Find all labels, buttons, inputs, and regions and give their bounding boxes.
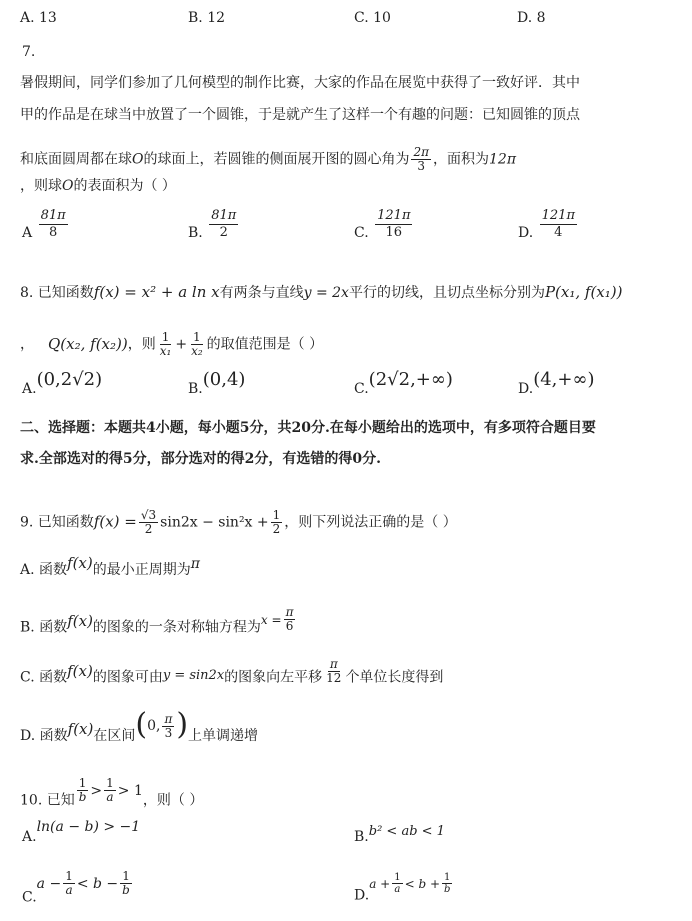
sphere-label: O [62,178,74,194]
fraction-numerator: 121π [541,208,575,223]
q10-text: 10. 已知 [20,792,75,809]
q8-option-b [188,369,246,398]
pi-over-12 [324,658,343,685]
q6-option-b: B. 12 [188,10,226,26]
q7-text: ，则球 [20,178,62,194]
option-label: C. [354,381,369,397]
q8-line-eq: y = 2x [303,285,349,301]
option-interval: (0,2√2) [36,369,103,390]
fraction-numerator: 1 [78,776,87,790]
option-label: D. [518,225,534,241]
option-inequality: b² < ab < 1 [368,824,445,839]
interval-left-paren: ( [135,707,148,742]
q7-number: 7. [22,44,36,60]
option-text: A. 函数 [20,562,68,578]
greater-than: > [90,782,103,799]
fraction-numerator: 1 [193,330,201,344]
point-p: P(x₁, f(x₁)) [544,283,623,301]
pi-over-6 [284,606,296,633]
sqrt3-over-2 [139,509,158,536]
fraction-denominator: a [106,790,114,804]
one-over-b [77,777,89,804]
fraction-denominator: 16 [385,225,403,240]
option-interval: (2√2,+∞) [368,369,453,390]
option-label: A. [22,829,37,845]
q9-option-b [20,605,297,641]
option-interval: (0,4) [202,369,246,390]
function-fx: f(x) [67,720,94,738]
fraction-numerator: 2π [413,145,430,159]
q9-option-c [20,657,444,691]
option-interval: (4,+∞) [533,369,595,390]
fraction-numerator: 81π [211,208,237,223]
fraction-numerator: 81π [40,208,66,223]
fraction-denominator: b [78,790,87,804]
one-over-a [104,777,116,804]
option-label: D. [518,381,534,397]
q6-option-d: D. 8 [517,10,546,26]
option-fraction [209,208,238,241]
section-2-line-1: 二、选择题：本题共4小题，每小题5分，共20分.在每小题给出的选项中，有多项符合题目要 [20,420,596,436]
q8-text: 的取值范围是（ ） [206,336,324,353]
option-label: A. [22,381,37,397]
fraction-denominator: 2 [144,522,153,536]
angle-fraction [411,146,431,173]
option-expression: < b + [404,876,441,891]
fraction-denominator: 6 [285,619,294,633]
fraction-1-x1 [158,331,174,358]
q7-option-c [354,208,414,241]
option-text: 的图象可由 [92,669,163,686]
q9-text: 9. 已知函数 [20,514,94,531]
fraction-denominator: 3 [417,159,426,173]
fraction-denominator: b [122,883,130,897]
pi-value: π [190,556,200,572]
point-q: Q(x₂, f(x₂)) [48,334,128,353]
fraction-numerator: √3 [140,508,157,522]
one-over-a [392,872,402,895]
q7-text: 的表面积为（ ） [73,178,176,194]
section-2-line-2: 求.全部选对的得5分，部分选对的得2分，有选错的得0分. [20,451,381,467]
fraction-denominator: x₁ [159,344,172,358]
q10-option-a [22,819,141,845]
fraction-1-x2 [189,331,205,358]
fraction-denominator: 2 [272,522,281,536]
interval-right-paren: ) [176,707,189,742]
option-label: C. [22,889,37,906]
fraction-denominator: 3 [164,725,173,740]
fraction-numerator: 1 [394,872,401,883]
fraction-denominator: a [394,884,401,895]
option-expression: a − [36,875,62,892]
option-text: C. 函数 [20,669,68,686]
q10-option-c [22,869,134,911]
pi-over-3 [162,713,174,740]
option-label: B. [354,829,369,845]
option-text: 上单调递增 [188,728,259,744]
function-fx: f(x) [67,611,93,630]
q10-text: ，则（ ） [142,792,204,809]
option-text: 的图象向左平移 [224,669,323,686]
plus-sign: + [175,336,188,353]
fraction-numerator: π [164,711,173,726]
option-expression: a + [369,876,391,891]
q10-option-d [354,872,454,907]
function-fx: f(x) [67,554,93,572]
axis-equation: x = [260,612,282,627]
option-label: D. [354,887,370,904]
q7-line-2: 甲的作品是在球当中放置了一个圆锥，于是就产生了这样一个有趣的问题：已知圆锥的顶点 [20,107,580,123]
fraction-denominator: 2 [219,225,228,240]
area-value: 12π [489,151,517,168]
q10-option-b [354,824,445,845]
fraction-numerator: 1 [122,869,130,883]
fraction-denominator: a [65,883,73,897]
q7-line-1: 暑假期间，同学们参加了几何模型的制作比赛，大家的作品在展览中获得了一致好评．其中 [20,75,580,91]
q8-text: 平行的切线，且切点坐标分别为 [348,285,545,301]
fraction-denominator: 8 [48,225,58,240]
q8-text: 8. 已知函数 [20,285,94,301]
greater-than-one: > 1 [117,782,143,799]
one-over-b [442,872,452,895]
option-expression: < b − [76,875,119,892]
q9-expression: sin2x − sin²x + [160,514,269,531]
option-text: D. 函数 [20,728,68,744]
q7-option-a [22,208,70,241]
q9-stem [20,509,457,536]
option-label: C. [354,225,369,241]
q8-line-1 [20,283,623,302]
q7-line-4 [20,177,176,195]
q7-text: ，面积为 [433,151,490,168]
q7-line-3 [20,146,516,173]
q6-option-a: A. 13 [20,10,57,26]
option-text: 在区间 [93,728,136,744]
one-over-b [120,870,132,897]
q9-option-d [20,707,259,750]
q8-text: ，则 [127,336,156,353]
q7-option-b [188,208,240,241]
fraction-denominator: 12 [326,671,342,685]
q7-text: 的球面上，若圆锥的侧面展开图的圆心角为 [143,151,410,168]
one-half [271,509,283,536]
fraction-numerator: π [285,605,294,619]
q8-line-2 [20,331,323,358]
q8-option-a [22,369,103,398]
option-fraction [39,208,68,241]
option-text: 的最小正周期为 [92,562,191,578]
q10-stem [20,776,204,814]
option-fraction [375,208,412,241]
fraction-numerator: 1 [106,776,114,790]
fraction-denominator: x₂ [191,344,203,358]
option-text: 个单位长度得到 [345,669,444,686]
fraction-numerator: 1 [161,330,170,344]
q8-text: ， [20,336,34,353]
option-label: B. [188,225,203,241]
q8-option-c [354,369,453,398]
sphere-label: O [132,151,144,168]
option-label: A [22,225,33,241]
q7-option-d [518,208,579,241]
q9-option-a [20,554,200,579]
option-label: B. [188,381,203,397]
fraction-numerator: 1 [65,869,73,883]
option-fraction [540,208,577,241]
q9-text: ，则下列说法正确的是（ ） [284,514,457,531]
option-text: 的图象的一条对称轴方程为 [92,619,261,636]
option-text: B. 函数 [20,619,68,636]
one-over-a [63,870,75,897]
q7-text: 和底面圆周都在球 [20,151,132,168]
q9-function: f(x) = [93,512,137,531]
fraction-numerator: 1 [272,508,281,522]
option-inequality: ln(a − b) > −1 [36,819,141,835]
fraction-numerator: 1 [444,872,451,883]
q8-text: 有两条与直线 [219,285,304,301]
fraction-numerator: 121π [377,208,411,223]
interval-start: 0, [147,718,161,734]
fraction-denominator: b [444,884,451,895]
sin2x-function: y = sin2x [162,667,225,683]
fraction-denominator: 4 [554,225,563,240]
q8-function: f(x) = x² + a ln x [93,283,220,301]
q8-option-d [518,369,595,398]
fraction-numerator: π [329,657,338,671]
function-fx: f(x) [67,661,93,680]
q6-option-c: C. 10 [354,10,391,26]
